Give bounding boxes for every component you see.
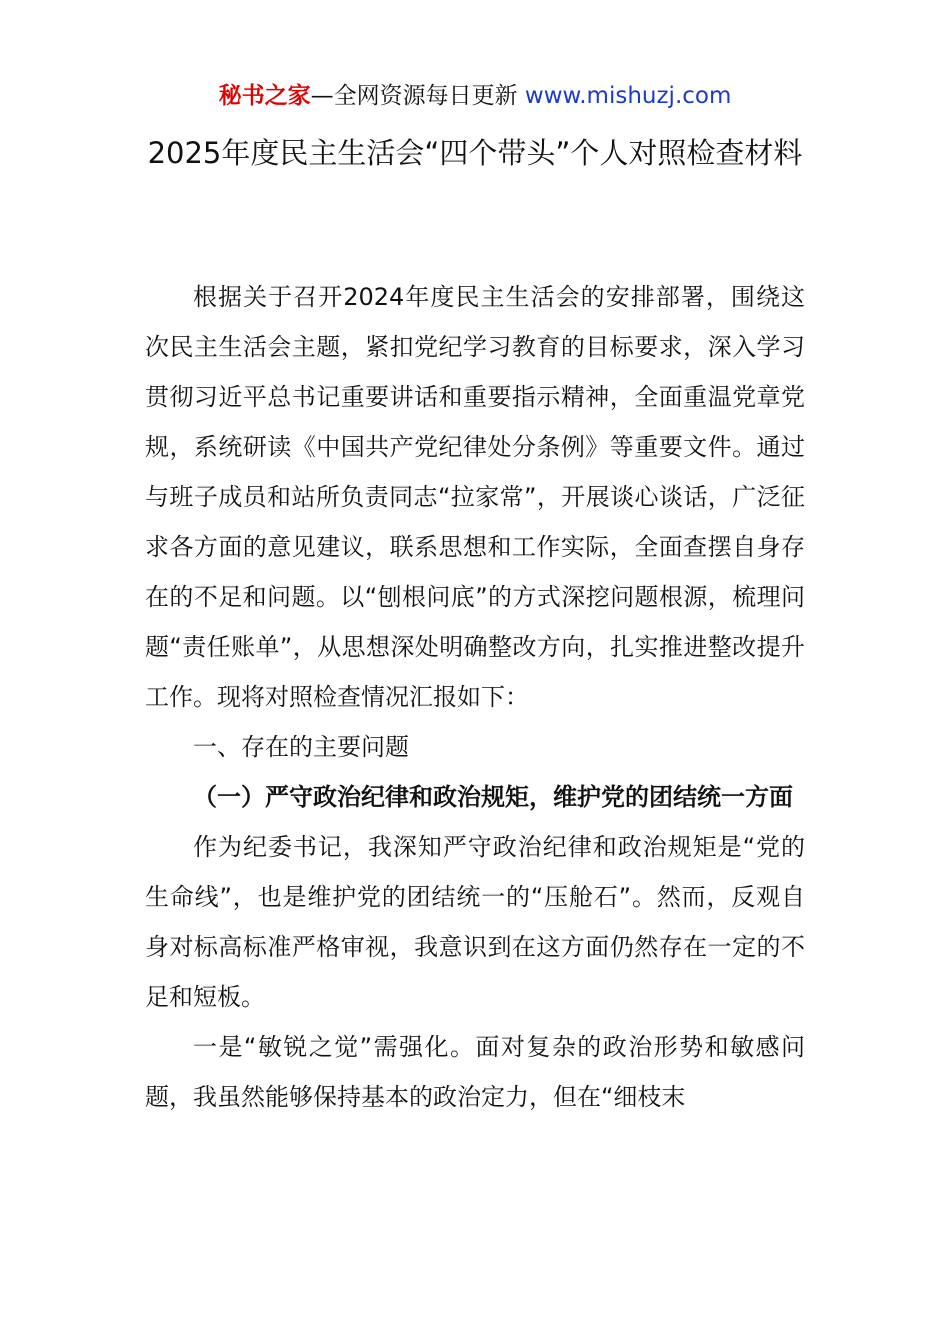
intro-paragraph: 根据关于召开2024年度民主生活会的安排部署，围绕这次民主生活会主题，紧扣党纪学习教育的目标要求，深入学习贯彻习近平总书记重要讲话和重要指示精神，全面重温党章党规，系统研读《中国共产党纪律处分条例》等重要文件。通过与班子成员和站所负责同志“拉家常”，开展谈心谈话，广泛征求各方面的意见建议，联系思想和工作实际，全面查摆自身存在的不足和问题。以“刨根问底”的方式深挖问题根源，梳理问题“责任账单”，从思想深处明确整改方向，扎实推进整改提升工作。现将对照检查情况汇报如下：	[145, 283, 805, 711]
document-title: 2025年度民主生活会“四个带头”个人对照检查材料	[147, 136, 803, 170]
brand-name: 秘书之家	[218, 83, 311, 109]
header-url[interactable]: www.mishuzj.com	[517, 83, 732, 109]
site-header	[0, 80, 950, 112]
section-heading: 一、存在的主要问题	[193, 733, 409, 761]
body-paragraph: 一是“敏锐之觉”需强化。面对复杂的政治形势和敏感问题，我虽然能够保持基本的政治定力，但在“细枝末	[145, 1033, 805, 1111]
document-body	[145, 272, 805, 1122]
header-tagline: —全网资源每日更新	[310, 83, 518, 109]
subsection-heading: （一）严守政治纪律和政治规矩，维护党的团结统一方面	[193, 783, 793, 811]
body-paragraph: 作为纪委书记，我深知严守政治纪律和政治规矩是“党的生命线”，也是维护党的团结统一的“压舱石”。然而，反观自身对标高标准严格审视，我意识到在这方面仍然存在一定的不足和短板。	[145, 833, 805, 1011]
